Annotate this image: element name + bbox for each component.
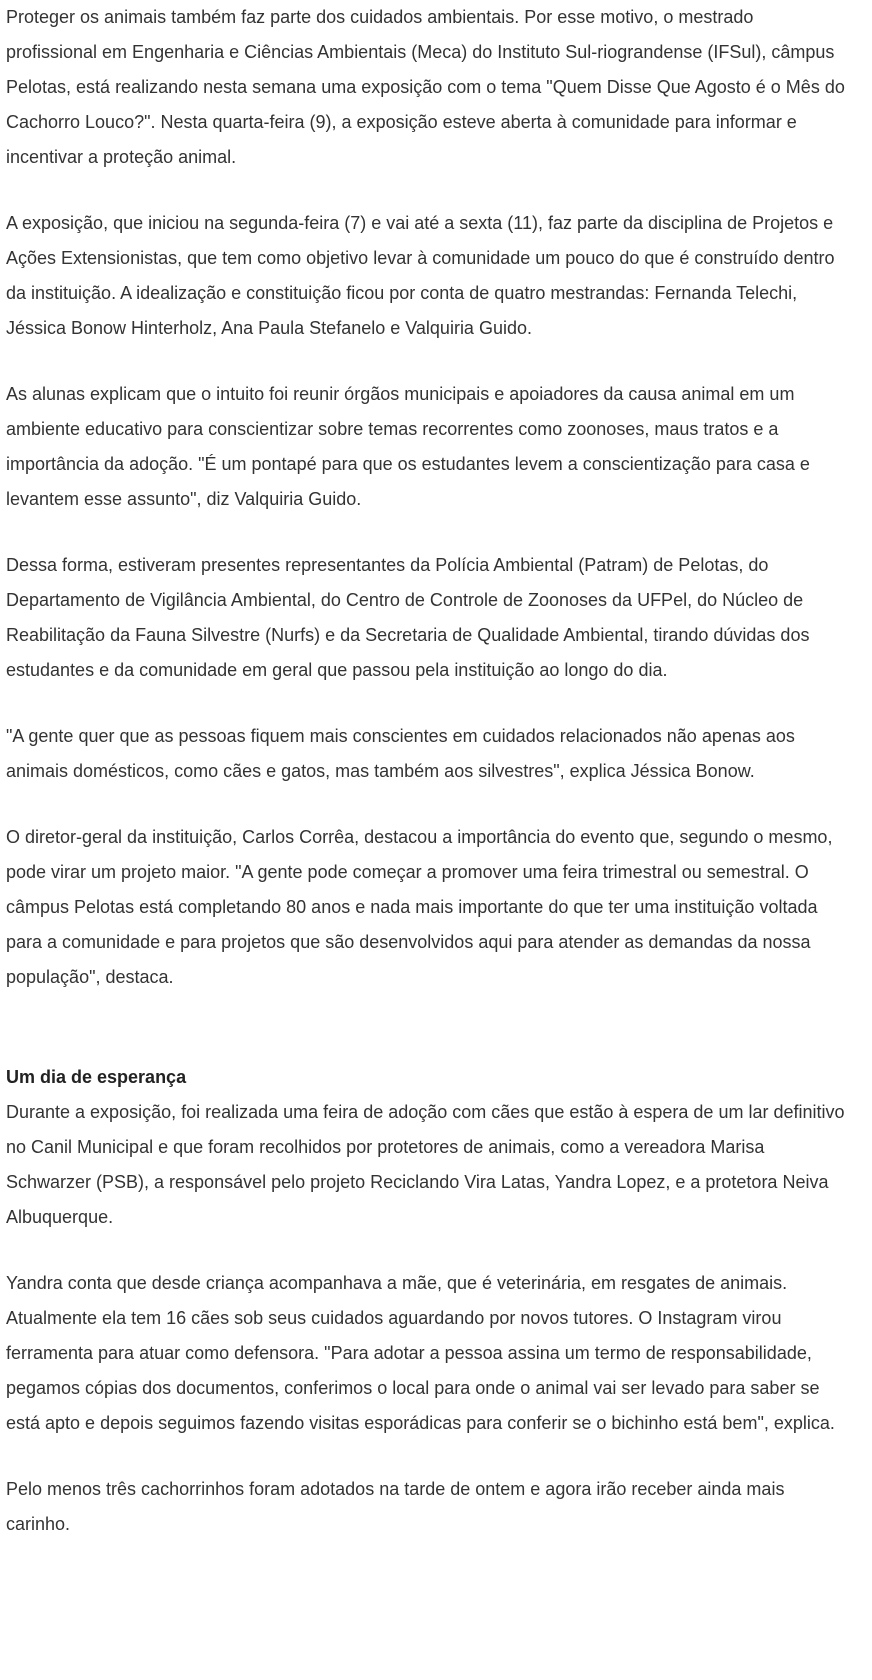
article-paragraph: Yandra conta que desde criança acompanhava a mãe, que é veterinária, em resgates de animais. Atualmente ela tem 16 cães sob seus cuidados aguardando por novos tutores. O Instagram virou ferramenta para atuar como defensora. "Para adotar a pessoa assina um termo de responsabilidade, pegamos cópias dos documentos, conferimos o local para onde o animal vai ser levado para saber se está apto e depois seguimos fazendo visitas esporádicas para conferir se o bichinho está bem", explica. [6,1273,835,1433]
article-paragraph: "A gente quer que as pessoas fiquem mais conscientes em cuidados relacionados não apenas aos animais domésticos, como cães e gatos, mas também aos silvestres", explica Jéssica Bonow. [6,726,795,781]
article-paragraph: A exposição, que iniciou na segunda-feira (7) e vai até a sexta (11), faz parte da disciplina de Projetos e Ações Extensionistas, que tem como objetivo levar à comunidade um pouco do que é construído dentro da instituição. A idealização e constituição ficou por conta de quatro mestrandas: Fernanda Telechi, Jéssica Bonow Hinterholz, Ana Paula Stefanelo e Valquiria Guido. [6,213,835,338]
section-heading: Um dia de esperança [6,1067,187,1087]
article-paragraph: Pelo menos três cachorrinhos foram adotados na tarde de ontem e agora irão receber ainda mais carinho. [6,1479,785,1534]
article-paragraph: Dessa forma, estiveram presentes representantes da Polícia Ambiental (Patram) de Pelotas, do Departamento de Vigilância Ambiental, do Centro de Controle de Zoonoses da UFPel, do Núcleo de Reabilitação da Fauna Silvestre (Nurfs) e da Secretaria de Qualidade Ambiental, tirando dúvidas dos estudantes e da comunidade em geral que passou pela instituição ao longo do dia. [6,555,810,680]
article-paragraph: O diretor-geral da instituição, Carlos Corrêa, destacou a importância do evento que, segundo o mesmo, pode virar um projeto maior. "A gente pode começar a promover uma feira trimestral ou semestral. O câmpus Pelotas está completando 80 anos e nada mais importante do que ter uma instituição voltada para a comunidade e para projetos que são desenvolvidos aqui para atender as demandas da nossa população", destaca. [6,827,833,987]
article-paragraph: Proteger os animais também faz parte dos cuidados ambientais. Por esse motivo, o mestrado profissional em Engenharia e Ciências Ambientais (Meca) do Instituto Sul-riograndense (IFSul), câmpus Pelotas, está realizando nesta semana uma exposição com o tema "Quem Disse Que Agosto é o Mês do Cachorro Louco?". Nesta quarta-feira (9), a exposição esteve aberta à comunidade para informar e incentivar a proteção animal. [6,7,845,167]
article-paragraph: As alunas explicam que o intuito foi reunir órgãos municipais e apoiadores da causa animal em um ambiente educativo para conscientizar sobre temas recorrentes como zoonoses, maus tratos e a importância da adoção. "É um pontapé para que os estudantes levem a conscientização para casa e levantem esse assunto", diz Valquiria Guido. [6,384,810,509]
article-paragraph: Durante a exposição, foi realizada uma feira de adoção com cães que estão à espera de um lar definitivo no Canil Municipal e que foram recolhidos por protetores de animais, como a vereadora Marisa Schwarzer (PSB), a responsável pelo projeto Reciclando Vira Latas, Yandra Lopez, e a protetora Neiva Albuquerque. [6,1102,845,1227]
